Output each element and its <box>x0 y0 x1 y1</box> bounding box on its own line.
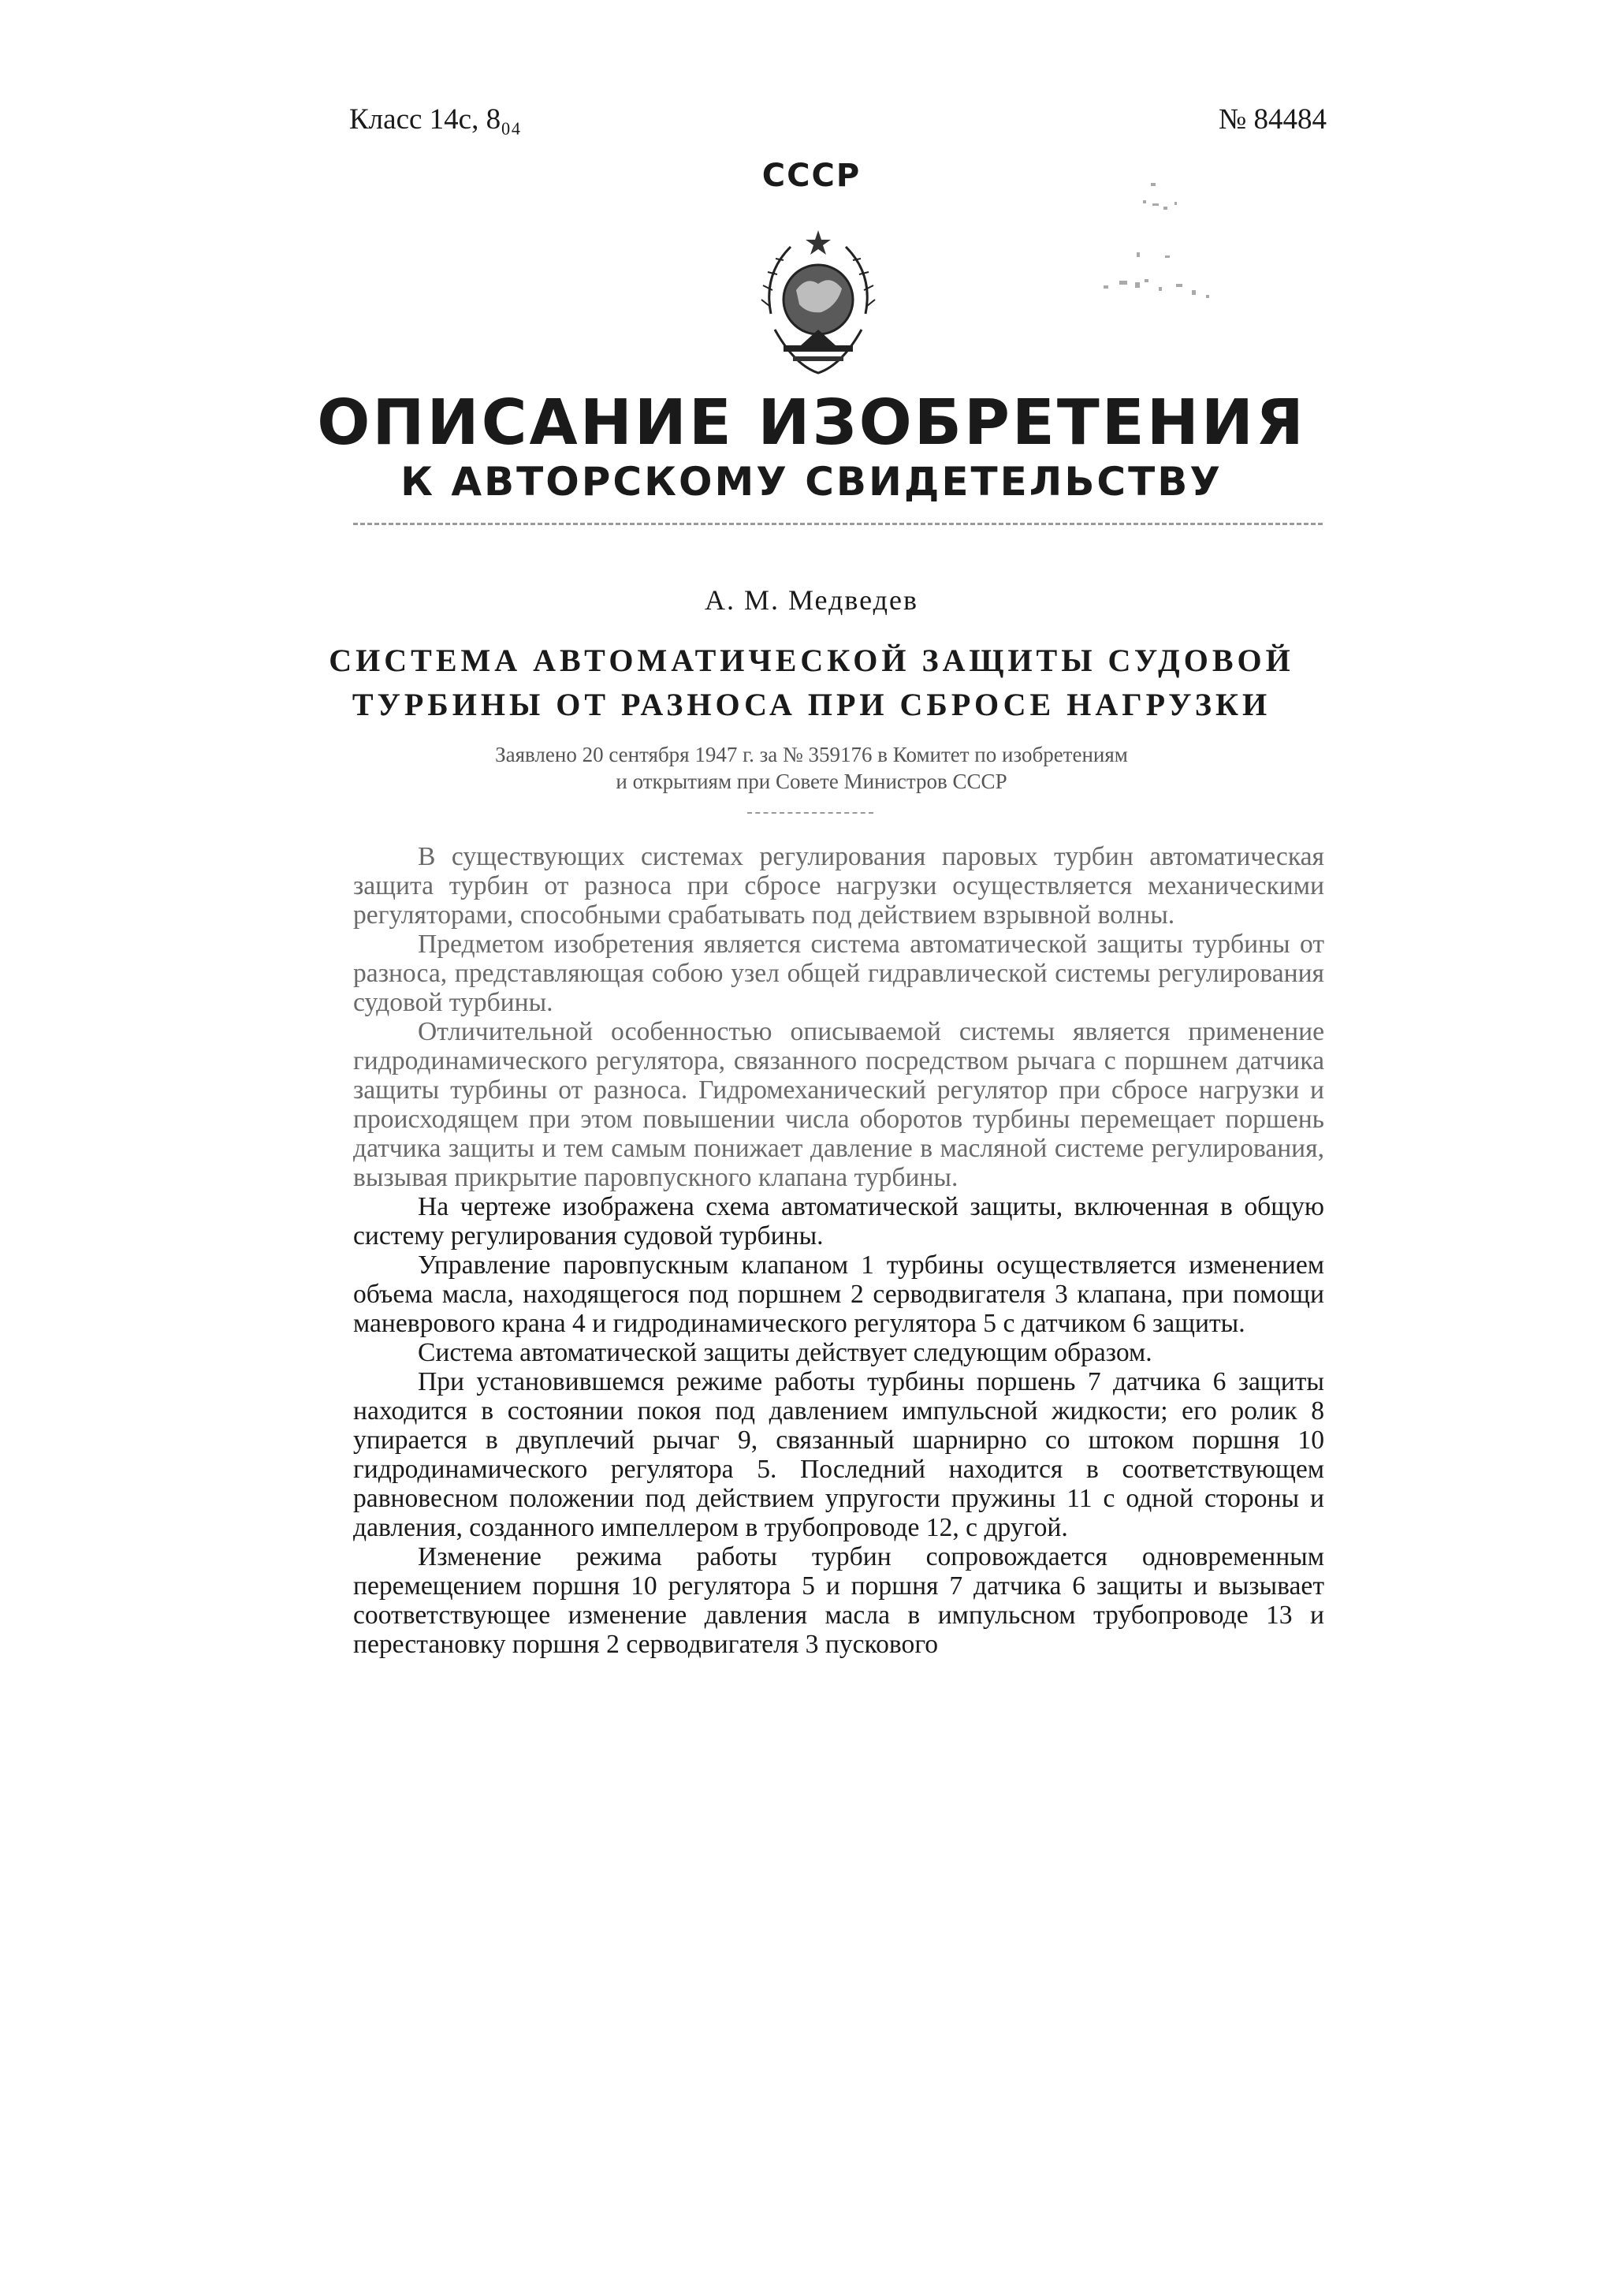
filing-info <box>0 741 1623 795</box>
body-paragraph: На чертеже изображена схема автоматической защиты, включенная в общую систему регулирования судовой турбины. <box>353 1192 1324 1250</box>
document-title: ОПИСАНИЕ ИЗОБРЕТЕНИЯ <box>317 386 1306 459</box>
body-paragraph: При установившемся режиме работы турбины поршень 7 датчика 6 защиты находится в состоянии покоя под давлением импульсной жидкости; его ролик 8 упирается в двуплечий рычаг 9, связанный шарнирно со штоком поршня 10 гидродинамического регулятора 5. Последний находится в соответствующем равновесном положении под действием упругости пружины 11 с одной стороны и давления, созданного импеллером в трубопроводе 12, с другой. <box>353 1367 1324 1542</box>
description-body <box>353 842 1324 1659</box>
section-divider <box>747 812 873 814</box>
country-label: СССР <box>761 158 862 194</box>
author-name: А. М. Медведев <box>705 584 918 616</box>
state-emblem-icon <box>755 227 881 383</box>
patent-number: № 84484 <box>1218 103 1327 136</box>
class-label: Класс 14с, 8₀₄ <box>349 103 521 136</box>
body-paragraph: Управление паровпускным клапаном 1 турбины осуществляется изменением объема масла, находящегося под поршнем 2 серводвигателя 3 клапана, при помощи маневрового крана 4 и гидродинамического регулятора 5 с датчиком 6 защиты. <box>353 1250 1324 1338</box>
invention-title <box>0 639 1623 727</box>
body-paragraph: Предметом изобретения является система автоматической защиты турбины от разноса, представляющая собою узел общей гидравлической системы регулирования судовой турбины. <box>353 930 1324 1017</box>
body-paragraph: Отличительной особенностью описываемой системы является применение гидродинамического регулятора, связанного посредством рычага с поршнем датчика защиты турбины от разноса. Гидромеханический регулятор при сбросе нагрузки и происходящем при этом повышении числа оборотов турбины перемещает поршень датчика защиты и тем самым понижает давление в масляной системе регулирования, вызывая прикрытие паровпускного клапана турбины. <box>353 1017 1324 1192</box>
body-paragraph: Изменение режима работы турбин сопровождается одновременным перемещением поршня 10 регулятора 5 и поршня 7 датчика 6 защиты и вызывает соответствующее изменение давления масла в импульсном трубопроводе 13 и перестановку поршня 2 серводвигателя 3 пускового <box>353 1542 1324 1659</box>
body-paragraph: Система автоматической защиты действует следующим образом. <box>418 1338 1152 1367</box>
invention-title-line: СИСТЕМА АВТОМАТИЧЕСКОЙ ЗАЩИТЫ СУДОВОЙ <box>329 643 1294 678</box>
filing-line: Заявлено 20 сентября 1947 г. за № 359176 в Комитет по изобретениям <box>495 743 1128 766</box>
header-divider <box>353 523 1323 525</box>
document-subtitle: К АВТОРСКОМУ СВИДЕТЕЛЬСТВУ <box>400 459 1223 505</box>
filing-line: и открытиям при Совете Министров СССР <box>616 770 1007 793</box>
faint-stamp-marks-icon <box>1088 180 1238 314</box>
invention-title-line: ТУРБИНЫ ОТ РАЗНОСА ПРИ СБРОСЕ НАГРУЗКИ <box>352 687 1271 722</box>
body-paragraph: В существующих системах регулирования паровых турбин автоматическая защита турбин от разноса при сбросе нагрузки осуществляется механическими регуляторами, способными срабатывать под действием взрывной волны. <box>353 842 1324 930</box>
